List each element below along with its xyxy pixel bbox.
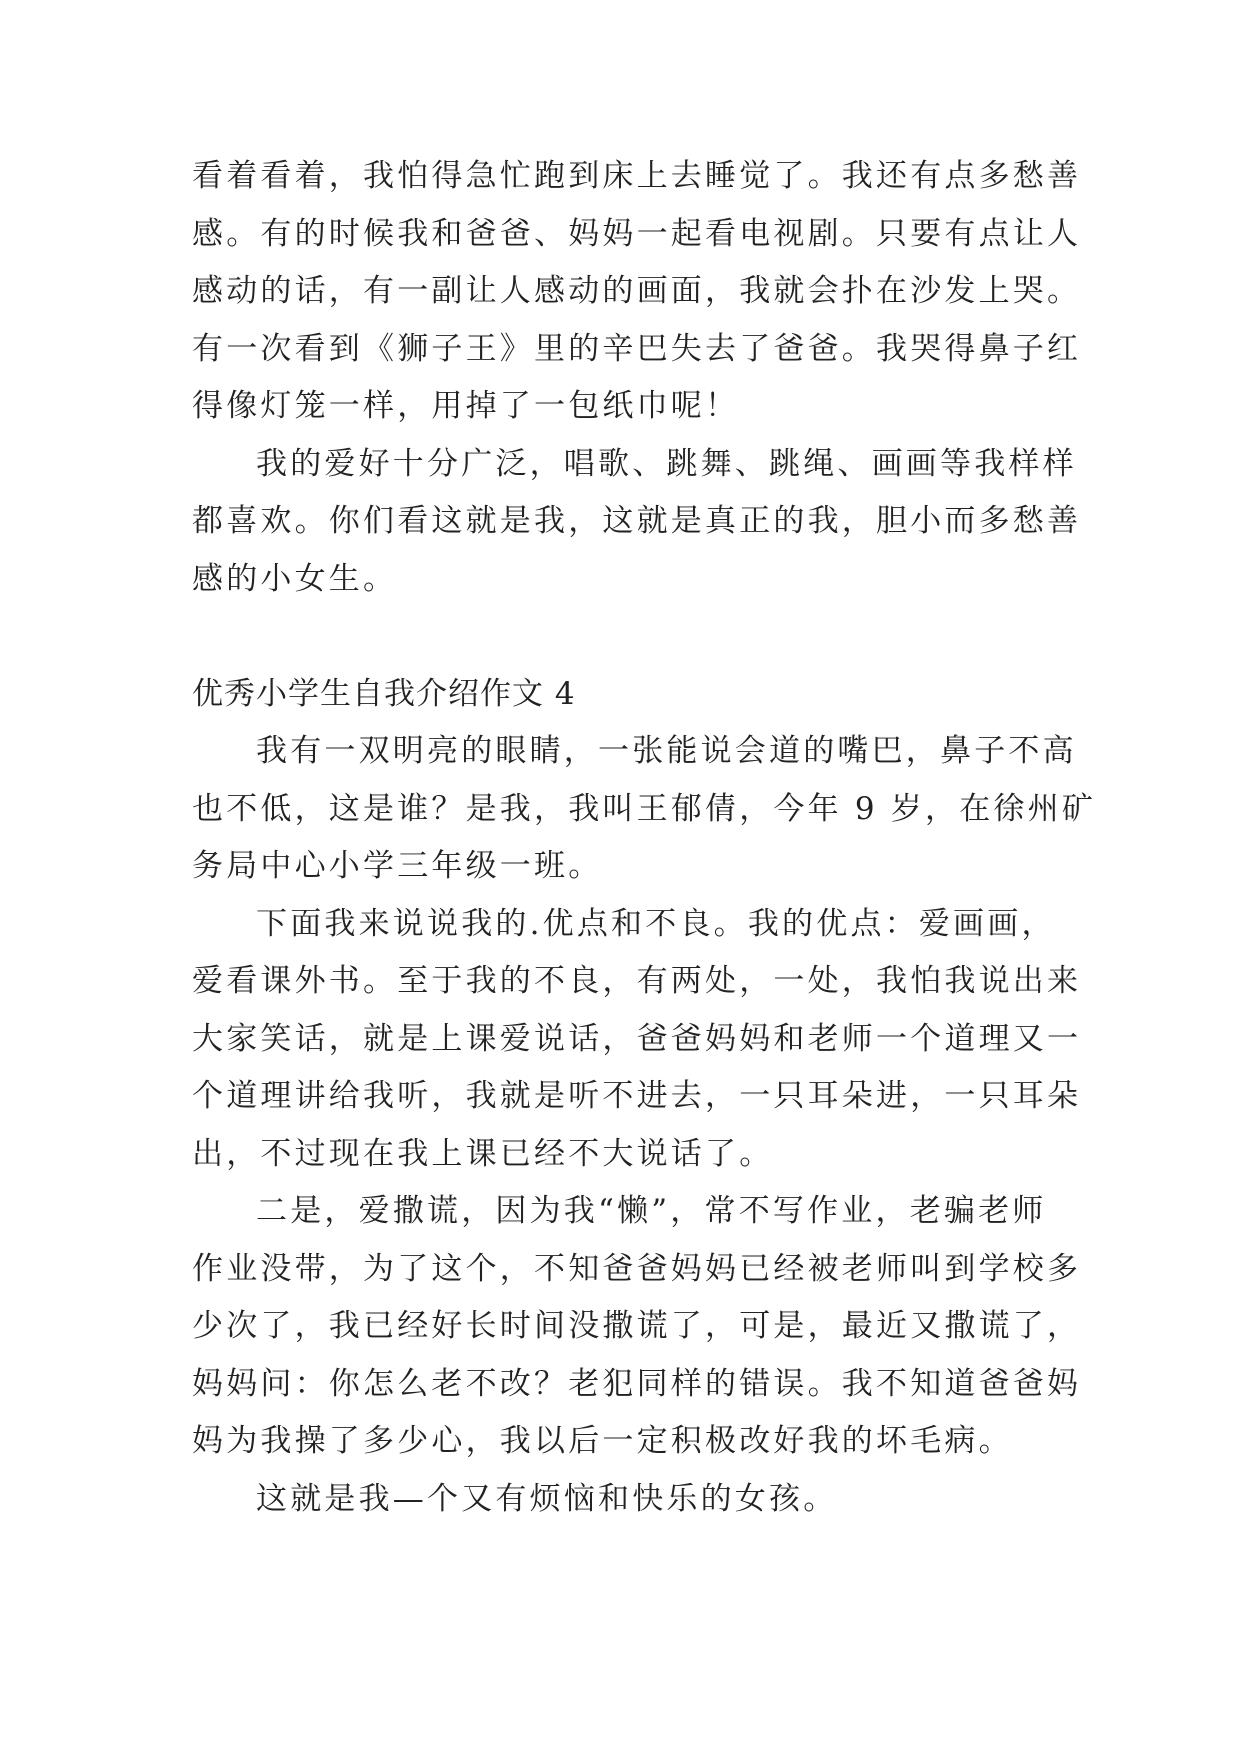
text-line: 看着看着，我怕得急忙跑到床上去睡觉了。我还有点多愁善 (192, 158, 1082, 194)
paragraph-1 (192, 148, 1082, 436)
text-line: 妈为我操了多少心，我以后一定积极改好我的坏毛病。 (192, 1423, 1013, 1459)
paragraph-3 (192, 723, 1097, 896)
text-line: 少次了，我已经好长时间没撒谎了，可是，最近又撒谎了， (192, 1308, 1082, 1344)
text-line: 我有一双明亮的眼睛，一张能说会道的嘴巴，鼻子不高 (256, 733, 1077, 769)
text-line: 个道理讲给我听，我就是听不进去，一只耳朵进，一只耳朵 (192, 1078, 1082, 1114)
text-line: 二是，爱撒谎，因为我“懒”，常不写作业，老骗老师 (256, 1193, 1047, 1229)
document-body (192, 148, 1097, 1528)
text-line: 妈妈问：你怎么老不改？老犯同样的错误。我不知道爸爸妈 (192, 1365, 1082, 1402)
text-line: 爱看课外书。至于我的不良，有两处，一处，我怕我说出来 (192, 963, 1082, 999)
paragraph-6 (192, 1471, 1072, 1529)
paragraph-4 (192, 896, 1082, 1184)
text-line: 得像灯笼一样，用掉了一包纸巾呢！ (192, 388, 740, 424)
text-line: 感的小女生。 (192, 560, 398, 597)
paragraph-5 (192, 1183, 1082, 1471)
text-line: 大家笑话，就是上课爱说话，爸爸妈妈和老师一个道理又一 (192, 1020, 1082, 1057)
text-line: 有一次看到《狮子王》里的辛巴失去了爸爸。我哭得鼻子红 (192, 330, 1082, 367)
text-line: 务局中心小学三年级一班。 (192, 848, 603, 884)
text-line: 也不低，这是谁？是我，我叫王郁倩，今年 9 岁，在徐州矿 (192, 790, 1097, 827)
text-line: 作业没带，为了这个，不知爸爸妈妈已经被老师叫到学校多 (192, 1250, 1082, 1287)
text-line: 出，不过现在我上课已经不大说话了。 (192, 1135, 774, 1172)
text-line: 感。有的时候我和爸爸、妈妈一起看电视剧。只要有点让人 (192, 215, 1082, 252)
section-gap (192, 608, 1072, 666)
paragraph-2 (192, 436, 1082, 609)
text-line: 都喜欢。你们看这就是我，这就是真正的我，胆小而多愁善 (192, 503, 1082, 539)
text-line: 我的爱好十分广泛，唱歌、跳舞、跳绳、画画等我样样 (256, 445, 1077, 482)
text-line: 这就是我—个又有烦恼和快乐的女孩。 (256, 1480, 838, 1517)
text-line: 下面我来说说我的.优点和不良。我的优点：爱画画， (256, 905, 1056, 942)
section-title: 优秀小学生自我介绍作文 4 (192, 675, 576, 712)
text-line: 感动的话，有一副让人感动的画面，我就会扑在沙发上哭。 (192, 273, 1082, 309)
